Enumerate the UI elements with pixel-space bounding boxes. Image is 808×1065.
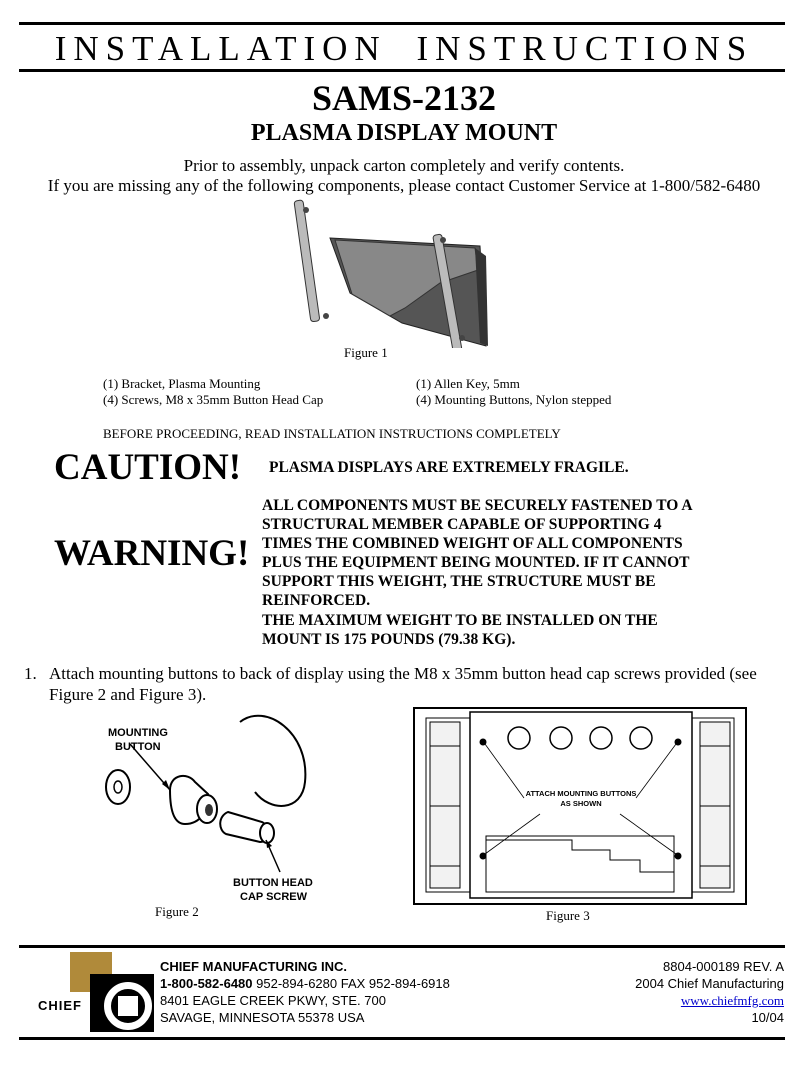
warning-label: WARNING!	[54, 533, 250, 574]
figure-2-caption: Figure 2	[155, 904, 199, 919]
company-name: CHIEF MANUFACTURING INC.	[160, 959, 348, 974]
read-instructions-notice: BEFORE PROCEEDING, READ INSTALLATION INSTRUCTIONS COMPLETELY	[103, 426, 561, 441]
company-phones	[160, 975, 450, 992]
chief-logo	[32, 952, 156, 1036]
address-line-1: 8401 EAGLE CREEK PKWY, STE. 700	[160, 993, 386, 1008]
logo-ring-center	[118, 996, 138, 1016]
footer-bottom-rule	[19, 1037, 785, 1040]
revision-date: 10/04	[751, 1010, 784, 1025]
warning-line-4: PLUS THE EQUIPMENT BEING MOUNTED. IF IT CANNOT	[262, 554, 690, 571]
step-1-line-1: Attach mounting buttons to back of display using the M8 x 35mm button head cap screws provided (see	[49, 664, 757, 683]
product-name: PLASMA DISPLAY MOUNT	[250, 120, 558, 146]
intro-line-2: If you are missing any of the following components, please contact Customer Service at 1-800/582-6480	[47, 176, 761, 195]
toll-free-phone: 1-800-582-6480	[160, 976, 253, 991]
figure-2-label-screw-1: BUTTON HEAD	[233, 877, 313, 889]
address-line-2: SAVAGE, MINNESOTA 55378 USA	[160, 1010, 365, 1025]
figure-2-button-illustration	[90, 712, 370, 904]
caution-label: CAUTION!	[54, 447, 242, 488]
header-title: INSTALLATION INSTRUCTIONS	[54, 29, 754, 68]
warning-line-7: THE MAXIMUM WEIGHT TO BE INSTALLED ON THE	[262, 612, 658, 629]
warning-line-8: MOUNT IS 175 POUNDS (79.38 KG).	[262, 631, 516, 648]
phone-fax: 952-894-6280 FAX 952-894-6918	[256, 976, 450, 991]
document-number: 8804-000189 REV. A	[663, 959, 784, 974]
header-rule	[19, 69, 785, 72]
step-1-number: 1.	[24, 664, 37, 683]
website-link[interactable]	[681, 992, 784, 1009]
figure-3-display-back-illustration	[412, 706, 748, 906]
part-left-2: (4) Screws, M8 x 35mm Button Head Cap	[103, 392, 324, 407]
figure-2-label-button-1: MOUNTING	[108, 727, 168, 739]
warning-line-3: TIMES THE COMBINED WEIGHT OF ALL COMPONENTS	[262, 535, 683, 552]
warning-line-1: ALL COMPONENTS MUST BE SECURELY FASTENED TO A	[262, 497, 693, 514]
warning-line-6: REINFORCED.	[262, 592, 371, 609]
warning-line-2: STRUCTURAL MEMBER CAPABLE OF SUPPORTING 4	[262, 516, 662, 533]
part-right-1: (1) Allen Key, 5mm	[416, 376, 520, 391]
figure-3-label-1: ATTACH MOUNTING BUTTONS	[525, 789, 637, 798]
figure-1-caption: Figure 1	[344, 345, 388, 360]
footer-top-rule	[19, 945, 785, 948]
logo-text: CHIEF	[38, 998, 82, 1013]
top-rule	[19, 22, 785, 25]
figure-1-bracket-illustration	[290, 198, 500, 348]
caution-text: PLASMA DISPLAYS ARE EXTREMELY FRAGILE.	[269, 459, 629, 476]
part-right-2: (4) Mounting Buttons, Nylon stepped	[416, 392, 612, 407]
website-link-text[interactable]: www.chiefmfg.com	[680, 993, 784, 1008]
figure-3-label-2: AS SHOWN	[560, 799, 602, 808]
step-1-line-2: Figure 2 and Figure 3).	[49, 685, 207, 704]
model-number: SAMS-2132	[311, 78, 496, 118]
copyright: 2004 Chief Manufacturing	[635, 976, 784, 991]
intro-line-1: Prior to assembly, unpack carton completely and verify contents.	[183, 156, 625, 175]
part-left-1: (1) Bracket, Plasma Mounting	[103, 376, 261, 391]
figure-2-label-button-2: BUTTON	[115, 741, 161, 753]
warning-line-5: SUPPORT THIS WEIGHT, THE STRUCTURE MUST BE	[262, 573, 656, 590]
figure-2-label-screw-2: CAP SCREW	[240, 891, 308, 903]
figure-3-caption: Figure 3	[546, 908, 590, 923]
